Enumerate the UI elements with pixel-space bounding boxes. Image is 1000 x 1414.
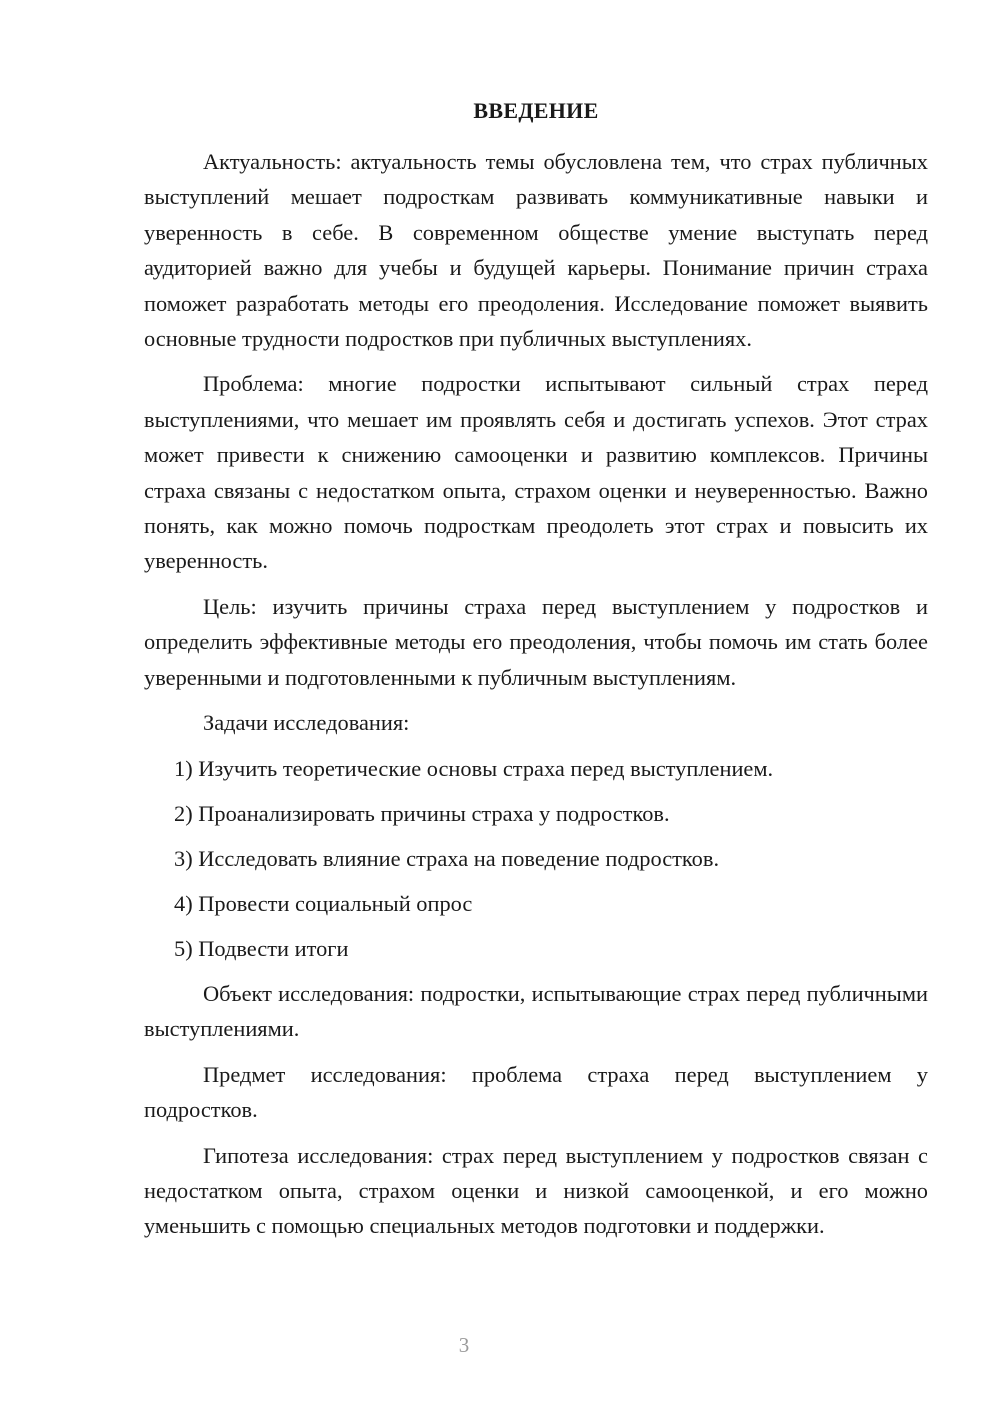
tasks-title: Задачи исследования: [203, 710, 410, 736]
paragraph-problem: Проблема: многие подростки испытывают сильный страх перед выступлениями, что мешает им проявлять себя и достигать успехов. Этот страх может привести к снижению самооценки и развитию комплексов. Причины страха связаны с недостатком опыта, страхом оценки и неуверенностью. Важно понять, как можно помочь подросткам преодолеть этот страх и повысить их уверенность. [144, 371, 928, 574]
list-item: 3) Исследовать влияние страха на поведение подростков. [174, 845, 720, 871]
list-item: 2) Проанализировать причины страха у подростков. [174, 800, 670, 826]
list-item: 4) Провести социальный опрос [174, 890, 473, 916]
task-list [144, 751, 928, 966]
paragraph-object: Объект исследования: подростки, испытывающие страх перед публичными выступлениями. [144, 980, 928, 1042]
paragraph-subject: Предмет исследования: проблема страха перед выступлением у подростков. [144, 1061, 928, 1123]
paragraph-relevance: Актуальность: актуальность темы обусловлена тем, что страх публичных выступлений мешает подросткам развивать коммуникативные навыки и уверенность в себе. В современном обществе умение выступать перед аудиторией важно для учебы и будущей карьеры. Понимание причин страха поможет разработать методы его преодоления. Исследование поможет выявить основные трудности подростков при публичных выступлениях. [144, 149, 928, 352]
list-item: 5) Подвести итоги [174, 935, 349, 961]
paragraph-hypothesis: Гипотеза исследования: страх перед выступлением у подростков связан с недостатком опыта, страхом оценки и низкой самооценкой, и его можно уменьшить с помощью специальных методов подготовки и поддержки. [144, 1142, 928, 1239]
list-item: 1) Изучить теоретические основы страха перед выступлением. [174, 755, 774, 781]
paragraph-goal: Цель: изучить причины страха перед выступлением у подростков и определить эффективные методы его преодоления, чтобы помочь им стать более уверенными и подготовленными к публичным выступлениям. [144, 593, 928, 690]
page-number: 3 [458, 1333, 470, 1357]
section-heading: ВВЕДЕНИЕ [473, 98, 599, 123]
page-content [144, 96, 928, 1254]
